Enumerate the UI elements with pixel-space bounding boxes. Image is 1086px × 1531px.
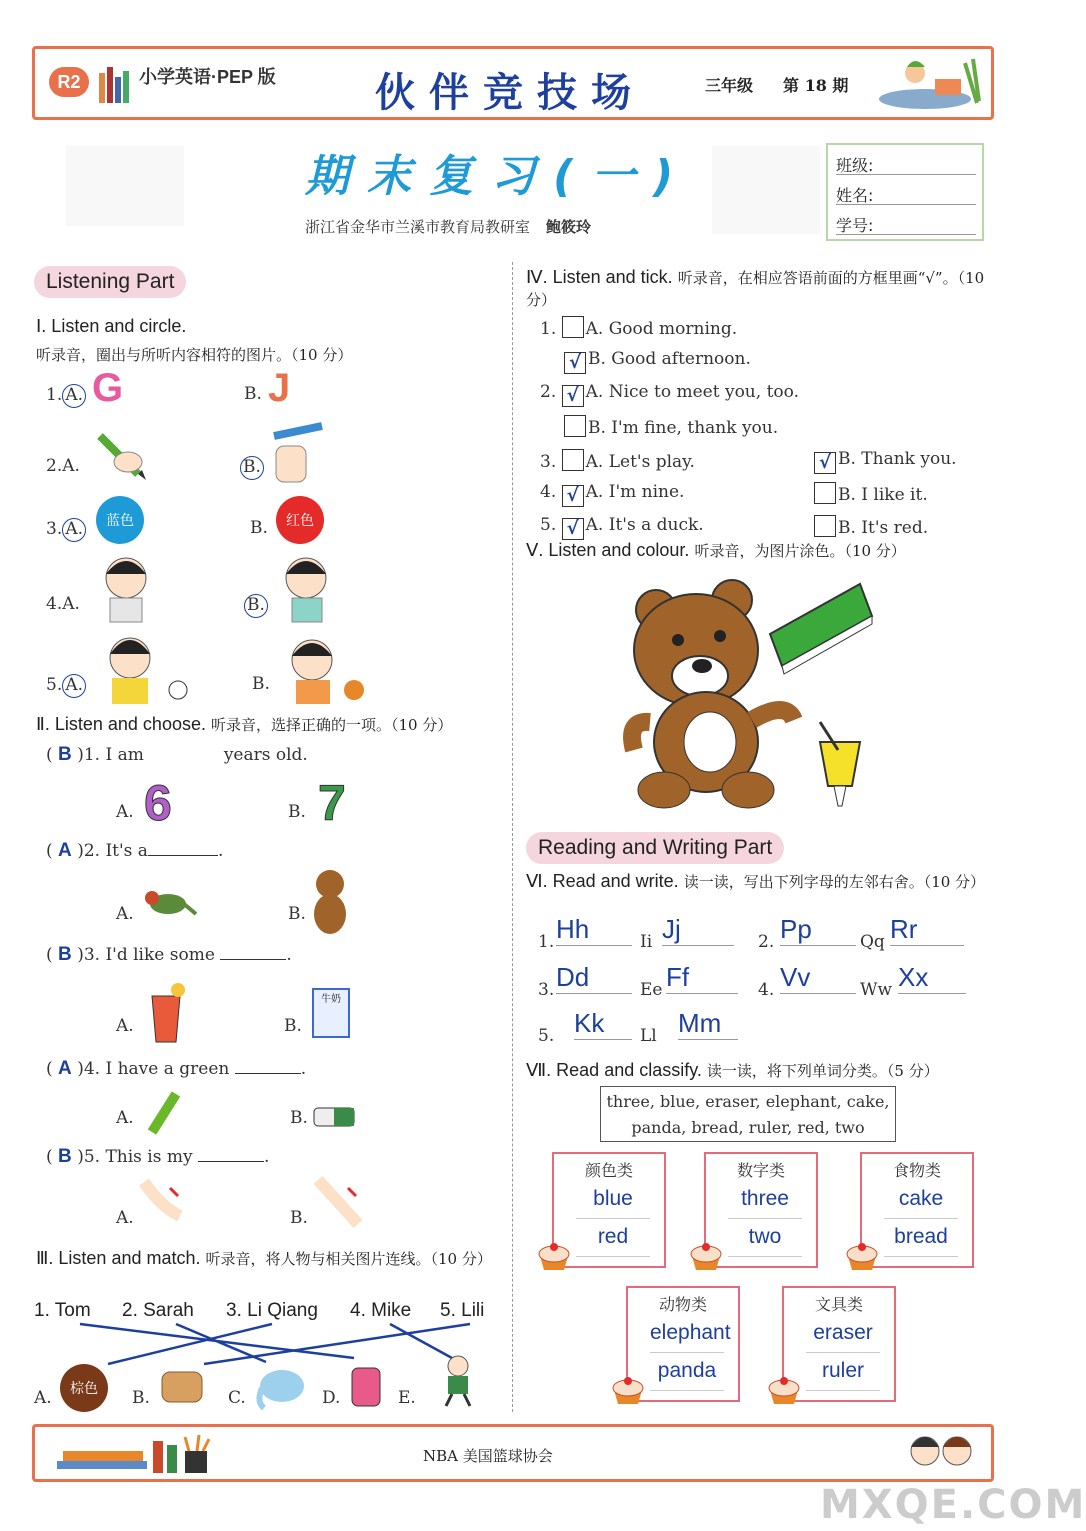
s2-q4: ( A )4. I have a green .: [46, 1058, 307, 1079]
s4-item-4-b: [814, 482, 928, 505]
option-text: B. Thank you.: [838, 449, 957, 469]
word-bank: [600, 1086, 896, 1142]
s1-item-5-b[interactable]: B.: [252, 674, 270, 694]
letter-answer[interactable]: Kk: [574, 1008, 632, 1040]
author-name: 鲍筱玲: [546, 218, 592, 236]
s4-item-3-b: [814, 449, 957, 474]
s2-q2-b[interactable]: B.: [288, 904, 306, 924]
schoolbag-picture: [348, 1358, 384, 1410]
elephant-picture: [252, 1360, 308, 1412]
tick-box[interactable]: √: [564, 352, 586, 374]
student-info-box: [826, 143, 984, 241]
answer-letter[interactable]: B: [58, 944, 72, 965]
name-field[interactable]: 姓名:: [836, 183, 976, 205]
question-text-2: .: [217, 841, 224, 861]
leg-picture: [312, 1174, 372, 1230]
category-word[interactable]: bread: [884, 1225, 958, 1257]
tick-box[interactable]: [814, 482, 836, 504]
number-field[interactable]: 学号:: [836, 213, 976, 235]
s5-title: Ⅴ. Listen and colour.: [526, 540, 690, 560]
item-num: 2.: [540, 382, 557, 402]
pic-c-label: C.: [228, 1388, 246, 1408]
s1-item-2: [46, 456, 80, 476]
question-text-2: .: [286, 945, 292, 965]
s2-q5-b[interactable]: B.: [290, 1208, 308, 1228]
category-word[interactable]: ruler: [806, 1359, 880, 1391]
letter-given: Ww: [860, 980, 893, 1000]
s4-item-2-a: [540, 382, 799, 407]
s1-item-4-b: [244, 594, 268, 618]
s2-q3: ( B )3. I'd like some .: [46, 944, 292, 965]
pic-b-label: B.: [132, 1388, 150, 1408]
s2-q2-a[interactable]: A.: [116, 904, 134, 924]
option-text: A. I'm nine.: [585, 482, 685, 502]
s1-item-3: [46, 518, 86, 542]
boy-washing-hands-picture: [92, 554, 158, 624]
s2-q3-b[interactable]: B.: [284, 1016, 302, 1036]
option-text: A. It's a duck.: [585, 515, 704, 535]
section-5-title: [526, 540, 906, 561]
juice-glass-icon: [820, 722, 860, 806]
s1-item-2-b: [240, 456, 264, 480]
question-text: )2. It's a: [77, 841, 148, 861]
tick-box[interactable]: [562, 316, 584, 338]
red-color-circle: 红色: [276, 496, 324, 544]
category-title: 颜色类: [584, 1161, 633, 1180]
green-crayon-picture: [144, 1088, 184, 1136]
green-book-icon: [770, 584, 872, 674]
option-a[interactable]: A.: [62, 594, 80, 614]
category-title: 食物类: [892, 1161, 941, 1180]
page-title: 期末复习(一): [305, 151, 692, 202]
books-pencils-icon: [53, 1431, 213, 1479]
s2-cn: 听录音，选择正确的一项。（10 分）: [211, 716, 453, 734]
s4-item-5-b: [814, 515, 928, 538]
s3-title: Ⅲ. Listen and match.: [36, 1248, 201, 1268]
item-num: 3.: [46, 519, 63, 539]
question-text: )5. This is my: [77, 1147, 193, 1167]
tick-box[interactable]: √: [562, 485, 584, 507]
eraser-picture: [312, 1104, 358, 1130]
category-title: 文具类: [814, 1295, 863, 1314]
letter-answer[interactable]: Dd: [556, 962, 632, 994]
pic-a-label: A.: [34, 1388, 52, 1408]
question-text: )4. I have a green: [77, 1059, 230, 1079]
option-text: B. Good afternoon.: [588, 349, 751, 369]
section-3-title: [36, 1244, 502, 1272]
s2-title: Ⅱ. Listen and choose.: [36, 714, 206, 734]
hand-pencil-picture-b: [266, 420, 328, 484]
author-org: 浙江省金华市兰溪市教育局教研室: [305, 218, 531, 236]
item-num: 5.: [46, 675, 63, 695]
section-2-title: [36, 714, 452, 735]
reading-girl-illustration: [865, 53, 991, 117]
s2-q2: ( A )2. It's a .: [46, 840, 224, 861]
grade-label: 三年级: [705, 76, 754, 95]
s5-cn: 听录音，为图片涂色。（10 分）: [694, 542, 906, 560]
reading-writing-heading: Reading and Writing Part: [526, 832, 784, 864]
edition-badge: R2: [49, 67, 89, 97]
answer-circle[interactable]: B.: [240, 456, 264, 480]
category-word[interactable]: panda: [650, 1359, 724, 1391]
s6-row-5-num: 5.: [538, 1026, 555, 1046]
letter-g-picture: G: [92, 366, 124, 410]
category-word[interactable]: blue: [576, 1187, 650, 1219]
letter-answer[interactable]: Ff: [666, 962, 738, 994]
letter-given: Ll: [640, 1026, 657, 1046]
s1-item-4: [46, 594, 80, 614]
s6-row-1-num: 1.: [538, 932, 555, 952]
option-text: A. Nice to meet you, too.: [585, 382, 799, 402]
tick-box[interactable]: √: [562, 385, 584, 407]
s7-cn: 读一读，将下列单词分类。（5 分）: [706, 1062, 939, 1080]
books-icon: [97, 63, 131, 105]
pic-e-label: E.: [398, 1388, 416, 1408]
bear-icon: [632, 580, 794, 808]
tick-box[interactable]: [814, 515, 836, 537]
question-text-2: years old.: [223, 745, 308, 765]
s6-row-4-num: 4.: [758, 980, 775, 1000]
brown-color-circle: 棕色: [60, 1364, 108, 1412]
letter-given: Qq: [860, 932, 885, 952]
option-text: B. It's red.: [838, 518, 929, 538]
option-text: A. Let's play.: [585, 452, 695, 472]
bear-book-juice-illustration: [620, 570, 884, 814]
footer-banner: [32, 1424, 994, 1482]
answer-circle[interactable]: A.: [62, 384, 86, 408]
word-bank-line-1: three, blue, eraser, elephant, cake,: [606, 1092, 890, 1111]
s2-q4-a[interactable]: A.: [116, 1108, 134, 1128]
letter-answer[interactable]: Hh: [556, 914, 632, 946]
cupcake-icon: [610, 1376, 646, 1404]
question-text: )3. I'd like some: [77, 945, 215, 965]
item-num: 1.: [540, 319, 557, 339]
section-4-title: [526, 266, 992, 310]
category-word[interactable]: cake: [884, 1187, 958, 1219]
option-text: B. I'm fine, thank you.: [588, 418, 779, 438]
cupcake-icon: [536, 1242, 572, 1270]
number-six-picture: 6: [144, 775, 172, 831]
tick-box[interactable]: √: [562, 518, 584, 540]
letter-answer[interactable]: Rr: [890, 914, 964, 946]
s2-q5-a[interactable]: A.: [116, 1208, 134, 1228]
letter-answer[interactable]: Pp: [780, 914, 856, 946]
category-word[interactable]: three: [728, 1187, 802, 1219]
letter-j-picture: J: [268, 366, 291, 410]
pic-d-label: D.: [322, 1388, 341, 1408]
question-text-2: .: [300, 1059, 307, 1079]
s2-q1-b[interactable]: B.: [288, 802, 306, 822]
class-field[interactable]: 班级:: [836, 153, 976, 175]
letter-given: Ee: [640, 980, 663, 1000]
number-seven-picture: 7: [318, 775, 346, 831]
item-num: 3.: [540, 452, 557, 472]
blurred-area-left: [66, 146, 184, 226]
item-num: 4.: [46, 594, 63, 614]
cupcake-icon: [844, 1242, 880, 1270]
s1-item-1-b[interactable]: B.: [244, 384, 262, 404]
s4-item-3-a: [540, 449, 695, 472]
category-word[interactable]: eraser: [806, 1321, 880, 1353]
boy-touching-ear-picture: [278, 554, 338, 624]
s4-item-1-a: [540, 316, 737, 339]
question-text: )1. I am: [77, 745, 144, 765]
s4-title: Ⅳ. Listen and tick.: [526, 267, 673, 287]
s4-item-2-b: [564, 415, 778, 438]
letter-answer[interactable]: Mm: [678, 1008, 738, 1040]
item-num: 5.: [540, 515, 557, 535]
milk-label: 牛奶: [321, 994, 341, 1005]
s6-title: Ⅵ. Read and write.: [526, 871, 679, 891]
author-line: [305, 216, 591, 237]
s4-item-4-a: [540, 482, 684, 507]
option-text: B. I like it.: [838, 485, 928, 505]
option-a[interactable]: A.: [62, 456, 80, 476]
bird-picture: [140, 882, 198, 924]
cupcake-icon: [766, 1376, 802, 1404]
s2-q3-a[interactable]: A.: [116, 1016, 134, 1036]
answer-circle[interactable]: A.: [62, 518, 86, 542]
watermark-text: MXQE.COM: [820, 1482, 1086, 1528]
section-6-title: [526, 870, 992, 892]
header-banner: [32, 46, 994, 120]
header-subtitle: 小学英语·PEP 版: [139, 67, 276, 87]
section-1-title: [36, 312, 502, 368]
footer-text: NBA 美国篮球协会: [423, 1447, 553, 1465]
category-word[interactable]: elephant: [650, 1321, 724, 1353]
s1-item-3-b[interactable]: B.: [250, 518, 268, 538]
answer-circle[interactable]: B.: [244, 594, 268, 618]
category-word[interactable]: red: [576, 1225, 650, 1257]
s1-cn: 听录音，圈出与所听内容相符的图片。（10 分）: [36, 346, 353, 364]
bread-picture: [156, 1362, 212, 1406]
tick-box[interactable]: [564, 415, 586, 437]
item-num: 1.: [46, 385, 63, 405]
cupcake-icon: [688, 1242, 724, 1270]
word-bank-line-2: panda, bread, ruler, red, two: [631, 1118, 865, 1137]
s2-q1-a[interactable]: A.: [116, 802, 134, 822]
s7-title: Ⅶ. Read and classify.: [526, 1060, 702, 1080]
s3-cn: 听录音，将人物与相关图片连线。（10 分）: [205, 1250, 492, 1268]
s4-item-1-b: [564, 349, 751, 374]
juice-glass-picture: [146, 980, 186, 1044]
answer-letter[interactable]: B: [58, 1146, 72, 1167]
s2-q5: ( B )5. This is my .: [46, 1146, 270, 1167]
letter-answer[interactable]: Jj: [662, 914, 734, 946]
s1-item-1: [46, 384, 86, 408]
kids-icon: [895, 1429, 985, 1479]
answer-letter[interactable]: A: [58, 1058, 72, 1079]
letter-given: Ii: [640, 932, 653, 952]
letter-answer[interactable]: Xx: [898, 962, 966, 994]
question-text-2: .: [264, 1147, 270, 1167]
section-7-title: [526, 1060, 939, 1081]
name-li-qiang: 3. Li Qiang: [226, 1300, 318, 1321]
listening-part-heading: Listening Part: [34, 266, 186, 298]
s1-title: Ⅰ. Listen and circle.: [36, 316, 187, 336]
name-mike: 4. Mike: [350, 1300, 412, 1321]
answer-letter[interactable]: A: [58, 840, 72, 861]
category-title: 数字类: [736, 1161, 785, 1180]
girl-covering-ears-panda-picture: [94, 632, 192, 706]
name-tom: 1. Tom: [34, 1300, 91, 1321]
column-divider: [512, 262, 513, 1412]
item-num: 4.: [540, 482, 557, 502]
tick-box[interactable]: [562, 449, 584, 471]
s1-item-5: [46, 674, 86, 698]
option-text: A. Good morning.: [585, 319, 738, 339]
item-num: 2.: [46, 456, 63, 476]
name-lili: 5. Lili: [440, 1300, 485, 1321]
category-title: 动物类: [658, 1295, 707, 1314]
s4-item-5-a: [540, 515, 704, 540]
newspaper-title: 伙伴竞技场: [375, 70, 645, 116]
s6-cn: 读一读，写出下列字母的左邻右舍。（10 分）: [683, 873, 986, 891]
s2-q1: ( B )1. I am years old.: [46, 744, 308, 765]
answer-circle[interactable]: A.: [62, 674, 86, 698]
answer-letter[interactable]: B: [58, 744, 72, 765]
blurred-area-right: [712, 146, 820, 234]
letter-answer[interactable]: Vv: [780, 962, 856, 994]
tick-box[interactable]: √: [814, 452, 836, 474]
blue-color-circle: 蓝色: [96, 496, 144, 544]
s6-row-2-num: 2.: [758, 932, 775, 952]
bear-picture: [310, 868, 350, 936]
issue-label: 第 18 期: [783, 76, 849, 95]
s4-cn: 听录音，在相应答语前面的方框里画“√”。（10 分）: [526, 269, 985, 309]
s2-q4-b[interactable]: B.: [290, 1108, 308, 1128]
s6-row-3-num: 3.: [538, 980, 555, 1000]
name-sarah: 2. Sarah: [122, 1300, 194, 1321]
milk-carton-picture: [312, 988, 350, 1038]
boy-tiger-picture: [282, 636, 368, 704]
girl-walking-picture: [426, 1354, 486, 1410]
hand-pencil-picture-a: [94, 426, 154, 482]
arm-picture: [140, 1176, 194, 1228]
category-word[interactable]: two: [728, 1225, 802, 1257]
